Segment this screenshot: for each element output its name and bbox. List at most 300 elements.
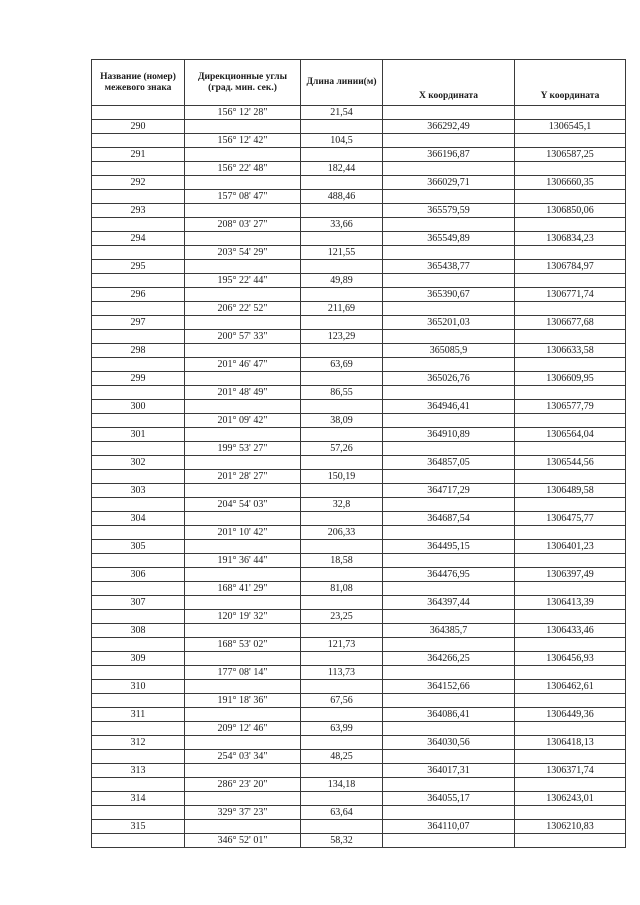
line-length: 63,99	[301, 722, 383, 736]
line-length: 57,26	[301, 442, 383, 456]
direction-angle: 201° 48' 49"	[185, 386, 301, 400]
direction-angle: 209° 12' 46"	[185, 722, 301, 736]
x-coordinate: 365026,76	[383, 372, 515, 386]
empty-cell	[383, 274, 515, 288]
segment-row	[92, 750, 626, 764]
empty-cell	[515, 470, 626, 484]
empty-cell	[301, 764, 383, 778]
empty-cell	[301, 372, 383, 386]
header-length: Длина линии(м)	[301, 60, 383, 106]
empty-cell	[383, 778, 515, 792]
y-coordinate: 1306371,74	[515, 764, 626, 778]
empty-cell	[301, 400, 383, 414]
empty-cell	[515, 190, 626, 204]
empty-cell	[301, 596, 383, 610]
segment-row	[92, 666, 626, 680]
empty-cell	[185, 400, 301, 414]
header-name: Название (номер) межевого знака	[92, 60, 185, 106]
point-row	[92, 708, 626, 722]
point-row	[92, 400, 626, 414]
y-coordinate: 1306660,35	[515, 176, 626, 190]
point-row	[92, 764, 626, 778]
line-length: 86,55	[301, 386, 383, 400]
empty-cell	[383, 722, 515, 736]
empty-cell	[301, 624, 383, 638]
empty-cell	[92, 806, 185, 820]
point-row	[92, 820, 626, 834]
direction-angle: 191° 36' 44"	[185, 554, 301, 568]
point-row	[92, 260, 626, 274]
point-row	[92, 792, 626, 806]
segment-row	[92, 358, 626, 372]
x-coordinate: 364717,29	[383, 484, 515, 498]
y-coordinate: 1306834,23	[515, 232, 626, 246]
segment-row	[92, 190, 626, 204]
empty-cell	[301, 288, 383, 302]
empty-cell	[383, 386, 515, 400]
empty-cell	[185, 344, 301, 358]
empty-cell	[383, 218, 515, 232]
point-row	[92, 456, 626, 470]
point-name: 302	[92, 456, 185, 470]
empty-cell	[92, 274, 185, 288]
line-length: 121,55	[301, 246, 383, 260]
empty-cell	[92, 330, 185, 344]
empty-cell	[92, 638, 185, 652]
segment-row	[92, 834, 626, 848]
y-coordinate: 1306401,23	[515, 540, 626, 554]
x-coordinate: 364110,07	[383, 820, 515, 834]
segment-row	[92, 778, 626, 792]
empty-cell	[92, 778, 185, 792]
empty-cell	[92, 722, 185, 736]
x-coordinate: 364476,95	[383, 568, 515, 582]
empty-cell	[383, 694, 515, 708]
point-name: 290	[92, 120, 185, 134]
empty-cell	[301, 652, 383, 666]
empty-cell	[515, 582, 626, 596]
empty-cell	[301, 736, 383, 750]
empty-cell	[383, 610, 515, 624]
line-length: 33,66	[301, 218, 383, 232]
point-row	[92, 680, 626, 694]
direction-angle: 168° 53' 02"	[185, 638, 301, 652]
empty-cell	[383, 302, 515, 316]
point-row	[92, 484, 626, 498]
segment-row	[92, 330, 626, 344]
empty-cell	[92, 442, 185, 456]
empty-cell	[301, 568, 383, 582]
point-row	[92, 596, 626, 610]
point-name: 315	[92, 820, 185, 834]
point-name: 311	[92, 708, 185, 722]
empty-cell	[515, 722, 626, 736]
segment-row	[92, 470, 626, 484]
empty-cell	[383, 582, 515, 596]
empty-cell	[515, 750, 626, 764]
line-length: 121,73	[301, 638, 383, 652]
line-length: 49,89	[301, 274, 383, 288]
line-length: 211,69	[301, 302, 383, 316]
empty-cell	[515, 134, 626, 148]
direction-angle: 191° 18' 36"	[185, 694, 301, 708]
x-coordinate: 364086,41	[383, 708, 515, 722]
empty-cell	[301, 792, 383, 806]
empty-cell	[301, 176, 383, 190]
line-length: 104,5	[301, 134, 383, 148]
x-coordinate: 364397,44	[383, 596, 515, 610]
empty-cell	[185, 568, 301, 582]
y-coordinate: 1306577,79	[515, 400, 626, 414]
segment-row	[92, 498, 626, 512]
direction-angle: 156° 12' 42"	[185, 134, 301, 148]
empty-cell	[185, 624, 301, 638]
empty-cell	[92, 470, 185, 484]
segment-row	[92, 246, 626, 260]
segment-row	[92, 806, 626, 820]
empty-cell	[92, 302, 185, 316]
y-coordinate: 1306850,06	[515, 204, 626, 218]
point-row	[92, 540, 626, 554]
header-y: Y координата	[515, 60, 626, 106]
line-length: 134,18	[301, 778, 383, 792]
point-name: 314	[92, 792, 185, 806]
point-name: 292	[92, 176, 185, 190]
y-coordinate: 1306475,77	[515, 512, 626, 526]
point-name: 296	[92, 288, 185, 302]
segment-row	[92, 134, 626, 148]
empty-cell	[383, 470, 515, 484]
empty-cell	[383, 442, 515, 456]
empty-cell	[515, 302, 626, 316]
segment-row	[92, 610, 626, 624]
x-coordinate: 364055,17	[383, 792, 515, 806]
empty-cell	[92, 190, 185, 204]
y-coordinate: 1306449,36	[515, 708, 626, 722]
empty-cell	[383, 750, 515, 764]
segment-row	[92, 638, 626, 652]
y-coordinate: 1306210,83	[515, 820, 626, 834]
empty-cell	[92, 582, 185, 596]
x-coordinate: 365579,59	[383, 204, 515, 218]
point-row	[92, 624, 626, 638]
segment-row	[92, 218, 626, 232]
x-coordinate: 364030,56	[383, 736, 515, 750]
empty-cell	[92, 498, 185, 512]
empty-cell	[301, 232, 383, 246]
line-length: 67,56	[301, 694, 383, 708]
segment-row	[92, 582, 626, 596]
line-length: 206,33	[301, 526, 383, 540]
empty-cell	[301, 428, 383, 442]
empty-cell	[515, 834, 626, 848]
empty-cell	[383, 666, 515, 680]
x-coordinate: 366196,87	[383, 148, 515, 162]
empty-cell	[185, 652, 301, 666]
empty-cell	[185, 484, 301, 498]
point-name: 309	[92, 652, 185, 666]
empty-cell	[92, 750, 185, 764]
point-row	[92, 344, 626, 358]
x-coordinate: 366029,71	[383, 176, 515, 190]
empty-cell	[383, 834, 515, 848]
y-coordinate: 1306456,93	[515, 652, 626, 666]
direction-angle: 200° 57' 33"	[185, 330, 301, 344]
point-row	[92, 428, 626, 442]
line-length: 182,44	[301, 162, 383, 176]
empty-cell	[185, 176, 301, 190]
empty-cell	[185, 456, 301, 470]
line-length: 113,73	[301, 666, 383, 680]
empty-cell	[92, 526, 185, 540]
segment-row	[92, 722, 626, 736]
empty-cell	[383, 806, 515, 820]
empty-cell	[383, 134, 515, 148]
empty-cell	[185, 316, 301, 330]
point-name: 313	[92, 764, 185, 778]
line-length: 18,58	[301, 554, 383, 568]
point-name: 291	[92, 148, 185, 162]
line-length: 81,08	[301, 582, 383, 596]
y-coordinate: 1306433,46	[515, 624, 626, 638]
direction-angle: 201° 28' 27"	[185, 470, 301, 484]
line-length: 32,8	[301, 498, 383, 512]
empty-cell	[185, 792, 301, 806]
empty-cell	[383, 190, 515, 204]
coordinates-table	[91, 59, 626, 848]
x-coordinate: 364385,7	[383, 624, 515, 638]
direction-angle: 201° 10' 42"	[185, 526, 301, 540]
segment-row	[92, 526, 626, 540]
direction-angle: 201° 46' 47"	[185, 358, 301, 372]
empty-cell	[383, 498, 515, 512]
header-row	[92, 60, 626, 106]
point-row	[92, 512, 626, 526]
segment-row	[92, 442, 626, 456]
segment-row	[92, 414, 626, 428]
segment-row	[92, 302, 626, 316]
line-length: 38,09	[301, 414, 383, 428]
empty-cell	[185, 232, 301, 246]
point-row	[92, 568, 626, 582]
empty-cell	[301, 204, 383, 218]
empty-cell	[92, 834, 185, 848]
y-coordinate: 1306489,58	[515, 484, 626, 498]
empty-cell	[185, 512, 301, 526]
y-coordinate: 1306413,39	[515, 596, 626, 610]
y-coordinate: 1306633,58	[515, 344, 626, 358]
empty-cell	[301, 260, 383, 274]
empty-cell	[515, 246, 626, 260]
y-coordinate: 1306462,61	[515, 680, 626, 694]
direction-angle: 168° 41' 29"	[185, 582, 301, 596]
point-name: 297	[92, 316, 185, 330]
point-row	[92, 652, 626, 666]
y-coordinate: 1306243,01	[515, 792, 626, 806]
empty-cell	[301, 120, 383, 134]
point-row	[92, 316, 626, 330]
empty-cell	[515, 106, 626, 120]
point-name: 301	[92, 428, 185, 442]
segment-row	[92, 274, 626, 288]
empty-cell	[185, 372, 301, 386]
line-length: 21,54	[301, 106, 383, 120]
direction-angle: 156° 22' 48"	[185, 162, 301, 176]
empty-cell	[383, 162, 515, 176]
y-coordinate: 1306587,25	[515, 148, 626, 162]
direction-angle: 156° 12' 28"	[185, 106, 301, 120]
y-coordinate: 1306397,49	[515, 568, 626, 582]
point-name: 299	[92, 372, 185, 386]
direction-angle: 208° 03' 27"	[185, 218, 301, 232]
x-coordinate: 364017,31	[383, 764, 515, 778]
empty-cell	[301, 344, 383, 358]
empty-cell	[515, 694, 626, 708]
x-coordinate: 364495,15	[383, 540, 515, 554]
empty-cell	[185, 680, 301, 694]
direction-angle: 201° 09' 42"	[185, 414, 301, 428]
segment-row	[92, 694, 626, 708]
empty-cell	[383, 638, 515, 652]
empty-cell	[301, 456, 383, 470]
empty-cell	[301, 820, 383, 834]
direction-angle: 206° 22' 52"	[185, 302, 301, 316]
direction-angle: 199° 53' 27"	[185, 442, 301, 456]
direction-angle: 203° 54' 29"	[185, 246, 301, 260]
empty-cell	[301, 680, 383, 694]
empty-cell	[301, 148, 383, 162]
x-coordinate: 364857,05	[383, 456, 515, 470]
point-name: 312	[92, 736, 185, 750]
y-coordinate: 1306564,04	[515, 428, 626, 442]
empty-cell	[383, 246, 515, 260]
direction-angle: 254° 03' 34"	[185, 750, 301, 764]
y-coordinate: 1306418,13	[515, 736, 626, 750]
point-name: 310	[92, 680, 185, 694]
line-length: 23,25	[301, 610, 383, 624]
point-row	[92, 736, 626, 750]
header-x: X координата	[383, 60, 515, 106]
line-length: 488,46	[301, 190, 383, 204]
point-name: 293	[92, 204, 185, 218]
empty-cell	[515, 806, 626, 820]
empty-cell	[515, 638, 626, 652]
y-coordinate: 1306544,56	[515, 456, 626, 470]
point-name: 298	[92, 344, 185, 358]
point-row	[92, 148, 626, 162]
segment-row	[92, 162, 626, 176]
empty-cell	[185, 736, 301, 750]
table-body	[92, 106, 626, 848]
x-coordinate: 364152,66	[383, 680, 515, 694]
direction-angle: 120° 19' 32"	[185, 610, 301, 624]
x-coordinate: 365438,77	[383, 260, 515, 274]
empty-cell	[383, 414, 515, 428]
point-name: 303	[92, 484, 185, 498]
empty-cell	[92, 106, 185, 120]
point-name: 300	[92, 400, 185, 414]
empty-cell	[383, 554, 515, 568]
x-coordinate: 366292,49	[383, 120, 515, 134]
segment-row	[92, 554, 626, 568]
direction-angle: 195° 22' 44"	[185, 274, 301, 288]
empty-cell	[301, 540, 383, 554]
line-length: 63,69	[301, 358, 383, 372]
empty-cell	[383, 330, 515, 344]
empty-cell	[301, 708, 383, 722]
empty-cell	[301, 316, 383, 330]
empty-cell	[185, 540, 301, 554]
segment-row	[92, 386, 626, 400]
x-coordinate: 364910,89	[383, 428, 515, 442]
line-length: 123,29	[301, 330, 383, 344]
empty-cell	[383, 106, 515, 120]
x-coordinate: 365390,67	[383, 288, 515, 302]
empty-cell	[515, 442, 626, 456]
header-angle: Дирекционные углы (град. мин. сек.)	[185, 60, 301, 106]
point-row	[92, 120, 626, 134]
empty-cell	[383, 526, 515, 540]
empty-cell	[515, 414, 626, 428]
empty-cell	[515, 666, 626, 680]
line-length: 150,19	[301, 470, 383, 484]
point-name: 294	[92, 232, 185, 246]
empty-cell	[185, 708, 301, 722]
segment-row	[92, 106, 626, 120]
empty-cell	[92, 386, 185, 400]
empty-cell	[185, 148, 301, 162]
empty-cell	[92, 134, 185, 148]
empty-cell	[515, 554, 626, 568]
empty-cell	[301, 512, 383, 526]
direction-angle: 157° 08' 47"	[185, 190, 301, 204]
point-row	[92, 176, 626, 190]
empty-cell	[92, 218, 185, 232]
direction-angle: 329° 37' 23"	[185, 806, 301, 820]
empty-cell	[515, 162, 626, 176]
empty-cell	[515, 498, 626, 512]
point-name: 307	[92, 596, 185, 610]
direction-angle: 346° 52' 01"	[185, 834, 301, 848]
empty-cell	[515, 358, 626, 372]
x-coordinate: 365085,9	[383, 344, 515, 358]
empty-cell	[185, 596, 301, 610]
point-row	[92, 288, 626, 302]
empty-cell	[185, 764, 301, 778]
empty-cell	[185, 820, 301, 834]
empty-cell	[185, 288, 301, 302]
empty-cell	[515, 526, 626, 540]
empty-cell	[92, 610, 185, 624]
x-coordinate: 365201,03	[383, 316, 515, 330]
empty-cell	[92, 554, 185, 568]
x-coordinate: 364266,25	[383, 652, 515, 666]
direction-angle: 286° 23' 20"	[185, 778, 301, 792]
empty-cell	[301, 484, 383, 498]
empty-cell	[515, 218, 626, 232]
y-coordinate: 1306609,95	[515, 372, 626, 386]
direction-angle: 177° 08' 14"	[185, 666, 301, 680]
x-coordinate: 365549,89	[383, 232, 515, 246]
point-name: 306	[92, 568, 185, 582]
empty-cell	[92, 162, 185, 176]
line-length: 63,64	[301, 806, 383, 820]
empty-cell	[383, 358, 515, 372]
empty-cell	[515, 610, 626, 624]
empty-cell	[92, 358, 185, 372]
y-coordinate: 1306784,97	[515, 260, 626, 274]
point-name: 295	[92, 260, 185, 274]
